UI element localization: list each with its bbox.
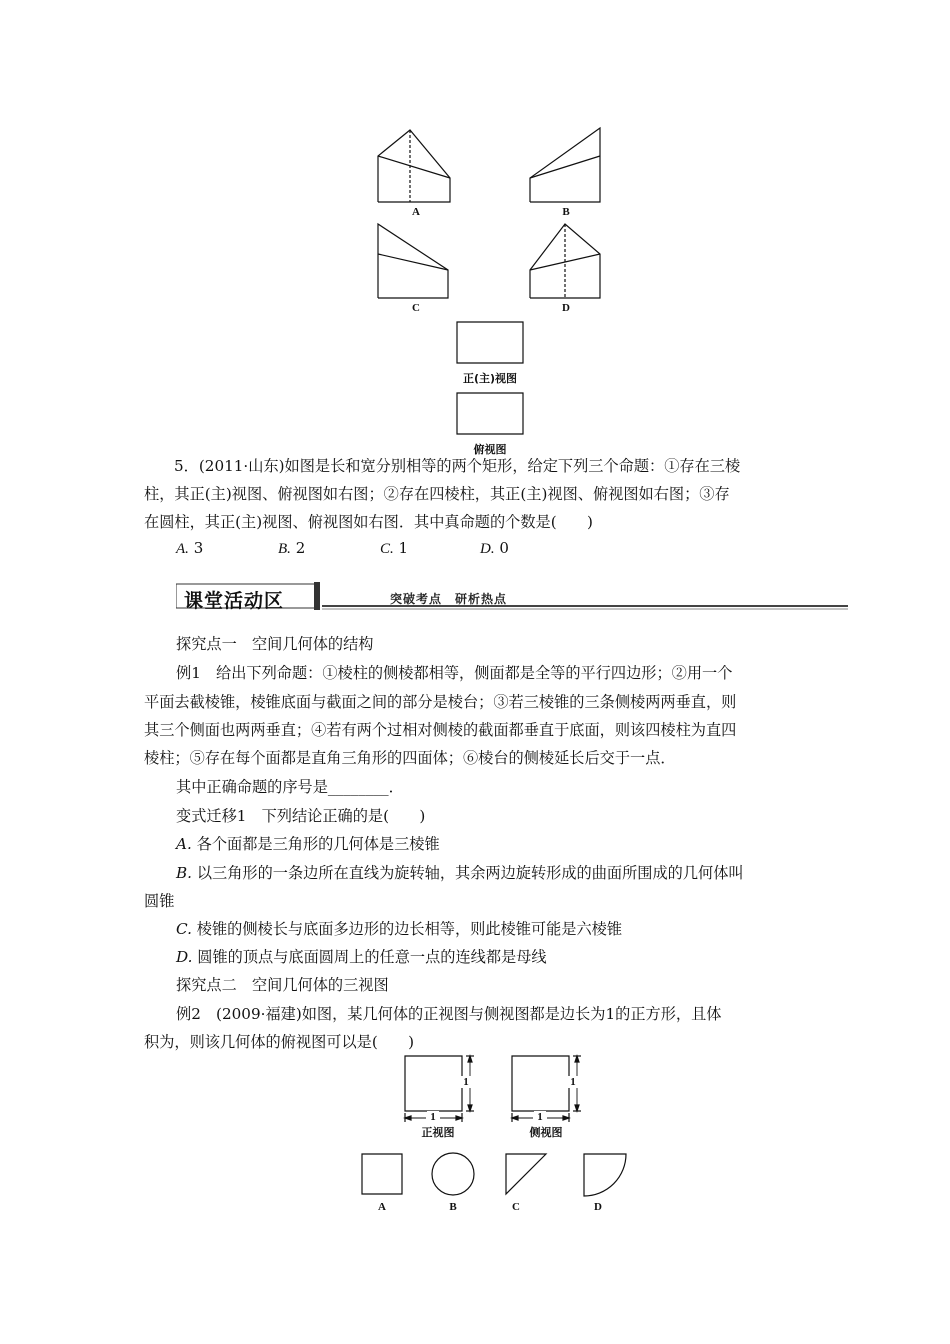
variation-1-prompt: 变式迁移1 下列结论正确的是( ) <box>176 807 426 825</box>
side-view-width-label: 1 <box>534 1111 546 1123</box>
figure-b-label: B <box>562 206 570 218</box>
candidate-a-label: A <box>378 1201 386 1213</box>
example-1-line-4: 棱柱；⑤存在每个面都是直角三角形的四面体；⑥棱台的侧棱延长后交于一点． <box>144 749 676 767</box>
candidate-d-label: D <box>594 1201 602 1213</box>
figure-a-label: A <box>412 206 420 218</box>
top-view-rectangle <box>456 392 526 436</box>
front-view-caption-2: 正视图 <box>421 1126 455 1139</box>
option-letter: D. <box>480 541 495 557</box>
side-view-caption: 侧视图 <box>529 1126 563 1139</box>
figure-a-shape <box>378 130 450 202</box>
candidate-c-label: C <box>512 1201 520 1213</box>
front-view-height-label: 1 <box>459 1076 473 1088</box>
figure-d-shape <box>530 224 600 298</box>
candidate-a-square <box>362 1154 402 1194</box>
example-2-front-side-views <box>396 1050 596 1128</box>
question-5-line-3: 在圆柱，其正(主)视图、俯视图如右图．其中真命题的个数是( ) <box>144 513 593 531</box>
section-banner-title: 课堂活动区 <box>184 590 285 612</box>
figure-d-label: D <box>562 302 570 314</box>
candidate-b-label: B <box>449 1201 457 1213</box>
section-banner-subtitle: 突破考点 研析热点 <box>390 592 508 606</box>
option-letter: A. <box>176 835 192 853</box>
option-letter: C. <box>380 541 394 557</box>
question-5-option-b: B. 2 <box>278 539 306 557</box>
figure-c-label: C <box>412 302 420 314</box>
section-2-heading: 探究点二 空间几何体的三视图 <box>176 976 389 994</box>
variation-1-option-d: D. 圆锥的顶点与底面圆周上的任意一点的连线都是母线 <box>176 948 547 966</box>
example-1-line-1: 例1 给出下列命题：①棱柱的侧棱都相等，侧面都是全等的平行四边形；②用一个 <box>176 664 733 682</box>
example-1-line-2: 平面去截棱锥，棱锥底面与截面之间的部分是棱台；③若三棱锥的三条侧棱两两垂直，则 <box>144 693 737 711</box>
example-2-line-2: 积为，则该几何体的俯视图可以是( ) <box>144 1033 415 1051</box>
example-1-line-5: 其中正确命题的序号是________． <box>176 778 404 796</box>
variation-1-option-c: C. 棱锥的侧棱长与底面多边形的边长相等，则此棱锥可能是六棱锥 <box>176 920 622 938</box>
front-view-width-label: 1 <box>427 1111 439 1123</box>
example-2-line-1: 例2 (2009·福建)如图，某几何体的正视图与侧视图都是边长为1的正方形，且体 <box>176 1005 722 1023</box>
example-1-line-3: 其三个侧面也两两垂直；④若有两个过相对侧棱的截面都垂直于底面，则该四棱柱为直四 <box>144 721 737 739</box>
option-letter: B. <box>278 541 291 557</box>
variation-1-option-b-line-2: 圆锥 <box>144 892 175 910</box>
candidate-d-quarter-circle <box>584 1154 626 1196</box>
top-view-caption: 俯视图 <box>473 443 507 456</box>
question-5-line-1: 5．(2011·山东)如图是长和宽分别相等的两个矩形，给定下列三个命题：①存在三棱 <box>174 457 741 475</box>
question-5-option-c: C. 1 <box>380 539 409 557</box>
variation-1-option-b-line-1: B. 以三角形的一条边所在直线为旋转轴，其余两边旋转形成的曲面所围成的几何体叫 <box>176 864 744 882</box>
side-view-height-label: 1 <box>566 1076 580 1088</box>
option-letter: B. <box>176 864 192 882</box>
front-view-rectangle <box>456 321 526 365</box>
option-letter: C. <box>176 920 192 938</box>
figure-c-shape <box>378 224 448 298</box>
section-1-heading: 探究点一 空间几何体的结构 <box>176 635 374 653</box>
variation-1-option-a: A. 各个面都是三角形的几何体是三棱锥 <box>176 835 440 853</box>
question-5-line-2: 柱，其正(主)视图、俯视图如右图；②存在四棱柱，其正(主)视图、俯视图如右图；③存 <box>144 485 730 503</box>
figure-options-abcd <box>370 120 610 325</box>
option-letter: D. <box>176 948 193 966</box>
question-5-option-a: A. 3 <box>176 539 204 557</box>
figure-b-shape <box>530 128 600 202</box>
candidate-c-triangle <box>506 1154 546 1194</box>
front-view-caption: 正(主)视图 <box>462 372 518 385</box>
example-2-candidate-top-views <box>356 1150 632 1200</box>
candidate-b-circle <box>432 1153 474 1195</box>
question-5-option-d: D. 0 <box>480 539 509 557</box>
option-letter: A. <box>176 541 189 557</box>
